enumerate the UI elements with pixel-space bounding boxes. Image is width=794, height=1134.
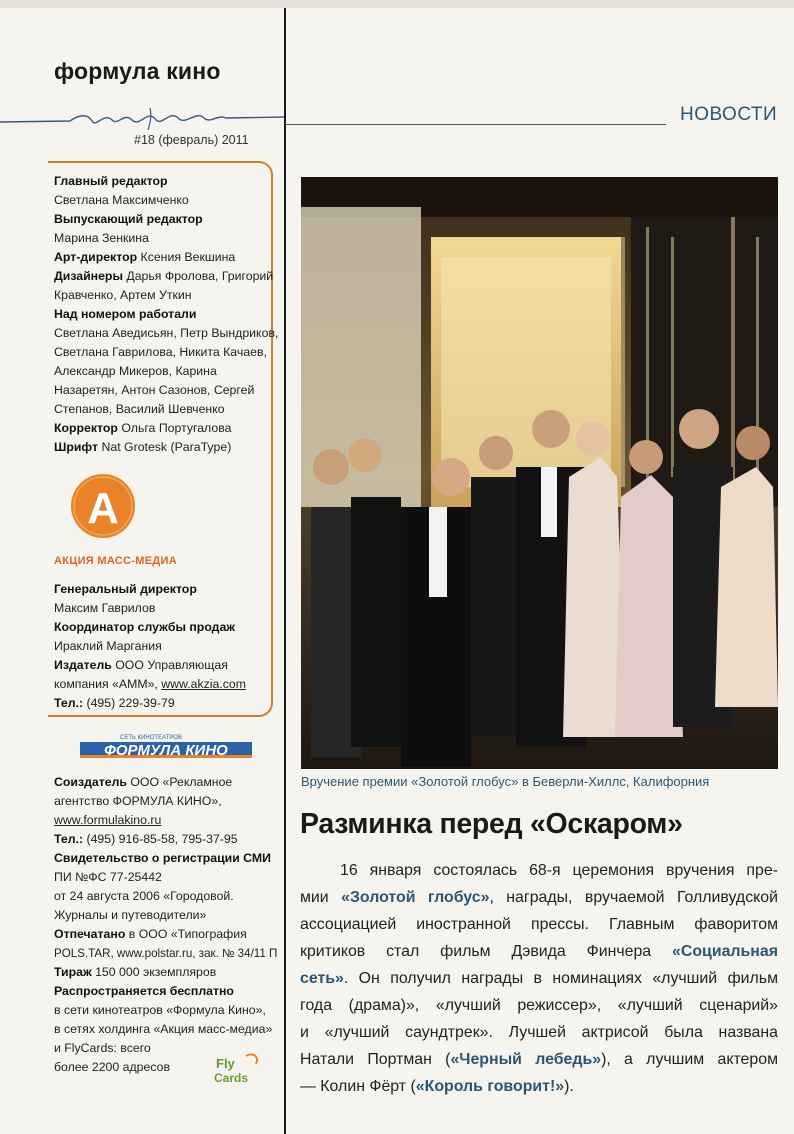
mgmt-gd-label: Генеральный директор	[54, 582, 197, 596]
link-social-network[interactable]: «Социальная	[672, 943, 778, 960]
svg-text:ФОРМУЛА КИНО: ФОРМУЛА КИНО	[104, 742, 228, 759]
distribution-4: более 2200 адресов	[54, 1060, 171, 1074]
mgmt-publisher: Издатель ООО Управляющая	[54, 658, 228, 672]
credit-designers-cont: Кравченко, Артем Уткин	[54, 288, 192, 302]
creator-cont: агентство ФОРМУЛА КИНО»,	[54, 794, 222, 808]
column-divider	[284, 8, 286, 1134]
link-kings-speech[interactable]: «Король говорит!»	[415, 1078, 565, 1095]
formula-kino-logo	[80, 731, 252, 761]
article-line-2: мии «Золотой глобус», награды, вручаемой Голливудской	[300, 889, 778, 906]
credit-designers: Дизайнеры Дарья Фролова, Григорий	[54, 269, 274, 283]
credit-art-director: Арт-директор Ксения Векшина	[54, 250, 236, 264]
credit-font: Шрифт Nat Grotesk (ParaType)	[54, 440, 232, 454]
credit-worked-4: Назаретян, Антон Сазонов, Сергей	[54, 383, 255, 397]
credit-managing-editor-label: Выпускающий редактор	[54, 212, 203, 226]
akcia-logo-text: АКЦИЯ МАСС-МЕДИА	[54, 555, 177, 567]
distribution-1: в сети кинотеатров «Формула Кино»,	[54, 1003, 266, 1017]
credit-worked-2: Светлана Гаврилова, Никита Качаев,	[54, 345, 267, 359]
registration-1: ПИ №ФС 77-25442	[54, 870, 162, 884]
credit-worked-3: Александр Микеров, Карина	[54, 364, 217, 378]
article-line-4: критиков стал фильм Дэвида Финчера «Социальная	[300, 943, 778, 960]
registration-2: от 24 августа 2006 «Городовой.	[54, 889, 234, 903]
page-edge	[0, 0, 794, 8]
link-black-swan[interactable]: «Черный лебедь»	[450, 1051, 602, 1068]
mgmt-sales-label: Координатор службы продаж	[54, 620, 236, 634]
registration-label: Свидетельство о регистрации СМИ	[54, 851, 271, 865]
article-line-6: года (драма)», «лучший режиссер», «лучший сценарий»	[300, 997, 778, 1014]
distribution-3: и FlyCards: всего	[54, 1041, 151, 1055]
article-line-7: и «лучший саундтрек». Лучшей актрисой была названа	[300, 1024, 778, 1041]
distribution-2: в сетях холдинга «Акция масс-медиа»	[54, 1022, 273, 1036]
mgmt-gd: Максим Гаврилов	[54, 601, 156, 615]
credit-worked-1: Светлана Аведисьян, Петр Вындриков,	[54, 326, 279, 340]
printed: Отпечатано в ООО «Типография	[54, 927, 247, 941]
magazine-title: формула кино	[54, 58, 221, 84]
issue-number: #18 (февраль) 2011	[134, 133, 249, 147]
flycards-logo	[210, 1052, 266, 1086]
golden-globe-ceremony-photo	[301, 177, 778, 769]
print-run: Тираж 150 000 экземпляров	[54, 965, 217, 979]
formulakino-link[interactable]: www.formulakino.ru	[54, 813, 162, 827]
article-line-9: — Колин Фёрт («Король говорит!»).	[300, 1078, 574, 1095]
svg-text:Fly: Fly	[216, 1056, 235, 1071]
registration-3: Журналы и путеводители»	[54, 908, 207, 922]
mgmt-sales: Ираклий Маргания	[54, 639, 162, 653]
credit-worked-label: Над номером работали	[54, 307, 197, 321]
article-line-5: сеть». Он получил награды в номинациях «лучший фильм	[300, 970, 778, 987]
credit-managing-editor: Марина Зенкина	[54, 231, 149, 245]
article-line-1: 16 января состоялась 68-я церемония вручения пре-	[340, 862, 778, 879]
mgmt-publisher-cont: компания «АММ», www.akzia.com	[54, 677, 246, 691]
section-label: НОВОСТИ	[680, 104, 778, 125]
akzia-link[interactable]: www.akzia.com	[161, 677, 246, 691]
article-line-8: Натали Портман («Черный лебедь»), а лучшим актером	[300, 1051, 778, 1068]
svg-text:Cards: Cards	[214, 1071, 249, 1085]
svg-text:СЕТЬ КИНОТЕАТРОВ: СЕТЬ КИНОТЕАТРОВ	[120, 735, 182, 741]
link-golden-globe[interactable]: «Золотой глобус»	[341, 889, 490, 906]
creator-site	[54, 811, 161, 830]
mgmt-tel: Тел.: (495) 229-39-79	[54, 696, 175, 710]
credit-chief-editor: Светлана Максимченко	[54, 193, 189, 207]
printed-cont: POLS.TAR, www.polstar.ru, зак. № 34/11 П	[54, 947, 278, 960]
gorodovoy-signature-logo	[0, 104, 284, 134]
article-headline: Разминка перед «Оскаром»	[300, 808, 683, 840]
distribution-label: Распространяется бесплатно	[54, 984, 234, 998]
akcia-logo-icon	[70, 473, 136, 539]
credit-chief-editor-label: Главный редактор	[54, 174, 168, 188]
section-rule	[286, 124, 666, 125]
svg-text:А: А	[87, 484, 119, 533]
credit-proofreader: Корректор Ольга Португалова	[54, 421, 232, 435]
credit-worked-5: Степанов, Василий Шевченко	[54, 402, 225, 416]
photo-caption: Вручение премии «Золотой глобус» в Беверли-Хиллс, Калифорния	[301, 774, 710, 789]
creator-tel: Тел.: (495) 916-85-58, 795-37-95	[54, 832, 238, 846]
link-social-network-cont[interactable]: сеть»	[300, 970, 344, 987]
creator: Соиздатель ООО «Рекламное	[54, 775, 233, 789]
article-line-3: ассоциацией иностранной прессы. Главным фаворитом	[300, 916, 778, 933]
